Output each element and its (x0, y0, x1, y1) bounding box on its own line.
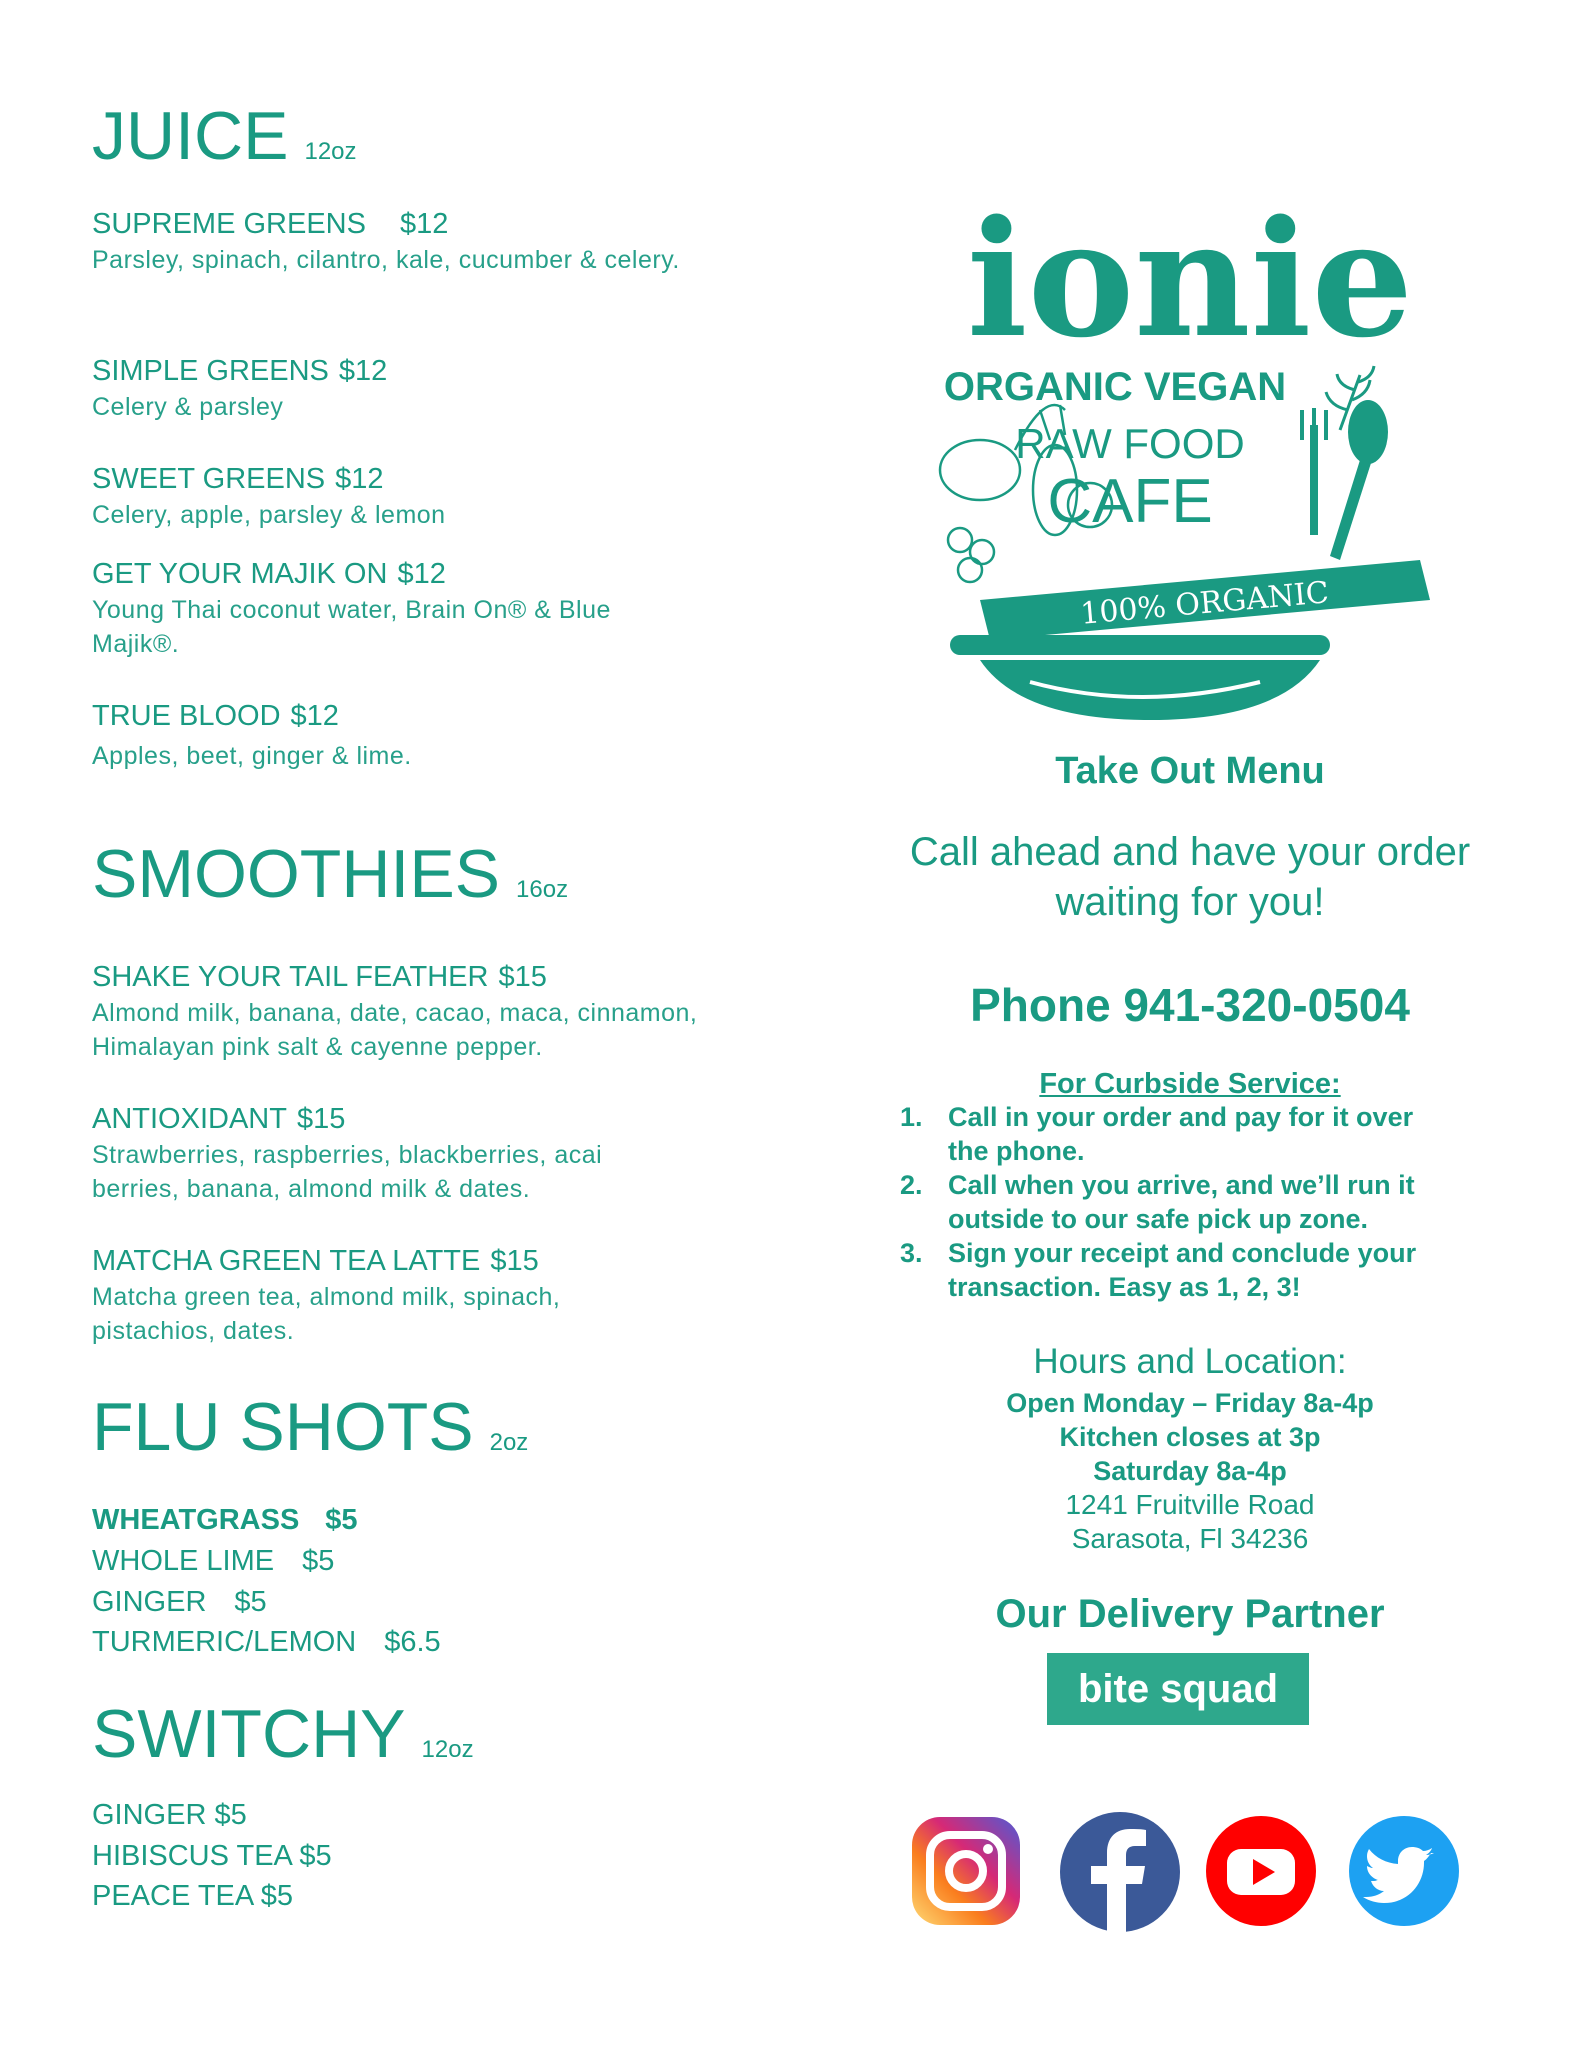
item-description: Matcha green tea, almond milk, spinach, pistachios, dates. (92, 1283, 561, 1345)
menu-item (92, 1622, 441, 1662)
switchy-heading: SWITCHY 12oz (92, 1696, 474, 1772)
item-description: Celery & parsley (92, 393, 284, 421)
item-price: $12 (399, 208, 449, 240)
menu-item (92, 1795, 247, 1835)
menu-item (92, 1582, 267, 1622)
instagram-icon[interactable] (910, 1815, 1022, 1927)
bowl (980, 660, 1320, 720)
hours-block: Open Monday – Friday 8a-4p Kitchen closes at 3p Saturday 8a-4p 1241 Fruitville Road Sarasota, Fl 34236 (1006, 1388, 1374, 1554)
juice-size: 12oz (304, 138, 357, 165)
item-name: TURMERIC/LEMON (92, 1626, 357, 1658)
item-name: ANTIOXIDANT (92, 1103, 287, 1135)
item-price: $5 (234, 1586, 267, 1618)
item-price: $12 (397, 558, 446, 590)
item-description: Almond milk, banana, date, cacao, maca, cinnamon, Himalayan pink salt & cayenne pepper. (92, 999, 698, 1061)
item-name: SHAKE YOUR TAIL FEATHER (92, 961, 489, 993)
logo-brand: ionie (966, 185, 1414, 373)
list-item: 2. Call when you arrive, and we’ll run it outside to our safe pick up zone. (900, 1170, 1415, 1234)
item-name: HIBISCUS TEA (92, 1840, 292, 1872)
item-price: $6.5 (384, 1626, 441, 1658)
item-name: WHEATGRASS (92, 1504, 300, 1536)
item-name: GET YOUR MAJIK ON (92, 558, 388, 590)
logo-line3: CAFE (1047, 467, 1213, 536)
curbside-heading: For Curbside Service: (1039, 1068, 1341, 1100)
flu-shots-heading: FLU SHOTS 2oz (92, 1389, 529, 1465)
menu-item (92, 460, 782, 532)
menu-item (92, 697, 782, 773)
phone-number[interactable]: Phone 941-320-0504 (970, 979, 1410, 1031)
item-name: GINGER (92, 1586, 207, 1618)
item-price: $5 (302, 1545, 335, 1577)
item-name: WHOLE LIME (92, 1545, 275, 1577)
youtube-icon[interactable] (1205, 1815, 1317, 1927)
bowl-rim (950, 635, 1330, 655)
item-price: $12 (290, 700, 339, 732)
item-price: $15 (296, 1103, 346, 1135)
menu-item (92, 205, 782, 277)
item-price: $5 (325, 1504, 358, 1536)
juice-heading: JUICE 12oz (92, 98, 357, 174)
list-item: 1. Call in your order and pay for it over the phone. (900, 1102, 1414, 1166)
delivery-partner-heading: Our Delivery Partner (995, 1592, 1385, 1636)
item-price: $5 (260, 1880, 293, 1912)
logo-line1: ORGANIC VEGAN (943, 365, 1287, 409)
bite-squad-logo[interactable]: bite squad (1047, 1653, 1309, 1725)
curbside-steps (900, 1100, 1500, 1304)
banner-text: 100% ORGANIC (1078, 575, 1331, 632)
menu-item (92, 555, 782, 661)
smoothies-heading: SMOOTHIES 16oz (92, 836, 569, 912)
fork-spoon-icon (1300, 400, 1388, 560)
logo-line2: RAW FOOD (1015, 420, 1245, 467)
item-name: GINGER (92, 1799, 207, 1831)
menu-item (92, 1500, 358, 1540)
item-price: $15 (498, 961, 547, 993)
item-name: TRUE BLOOD (92, 700, 281, 732)
menu-item (92, 1876, 293, 1916)
callahead-text: Call ahead and have your order waiting for you! (909, 830, 1471, 924)
switchy-size: 12oz (421, 1736, 474, 1763)
item-price: $12 (338, 355, 388, 387)
twitter-icon[interactable] (1348, 1815, 1460, 1927)
menu-item (92, 352, 782, 424)
takeout-heading: Take Out Menu (1055, 750, 1325, 792)
item-description: Strawberries, raspberries, blackberries, acai berries, banana, almond milk & dates. (92, 1141, 603, 1203)
item-name: MATCHA GREEN TEA LATTE (92, 1245, 481, 1277)
facebook-icon[interactable] (1058, 1810, 1182, 1934)
item-description: Celery, apple, parsley & lemon (92, 501, 446, 529)
smoothies-size: 16oz (516, 876, 569, 903)
menu-item (92, 1100, 782, 1206)
item-name: SIMPLE GREENS (92, 355, 329, 387)
hours-heading: Hours and Location: (1033, 1342, 1347, 1381)
item-description: Young Thai coconut water, Brain On® & Blue Majik®. (92, 596, 611, 658)
item-description: Parsley, spinach, cilantro, kale, cucumber & celery. (92, 246, 680, 274)
item-name: SUPREME GREENS (92, 208, 366, 240)
item-price: $5 (299, 1840, 332, 1872)
item-price: $12 (335, 463, 384, 495)
item-description: Apples, beet, ginger & lime. (92, 742, 412, 770)
menu-item (92, 1541, 334, 1581)
ionie-logo (920, 160, 1460, 720)
list-item: 3. Sign your receipt and conclude your transaction. Easy as 1, 2, 3! (900, 1238, 1417, 1302)
item-name: SWEET GREENS (92, 463, 326, 495)
menu-item (92, 958, 782, 1064)
menu-item (92, 1242, 782, 1348)
item-name: PEACE TEA (92, 1880, 253, 1912)
item-price: $15 (490, 1245, 539, 1277)
flu-shots-size: 2oz (489, 1429, 529, 1456)
item-price: $5 (214, 1799, 247, 1831)
menu-item (92, 1836, 332, 1876)
